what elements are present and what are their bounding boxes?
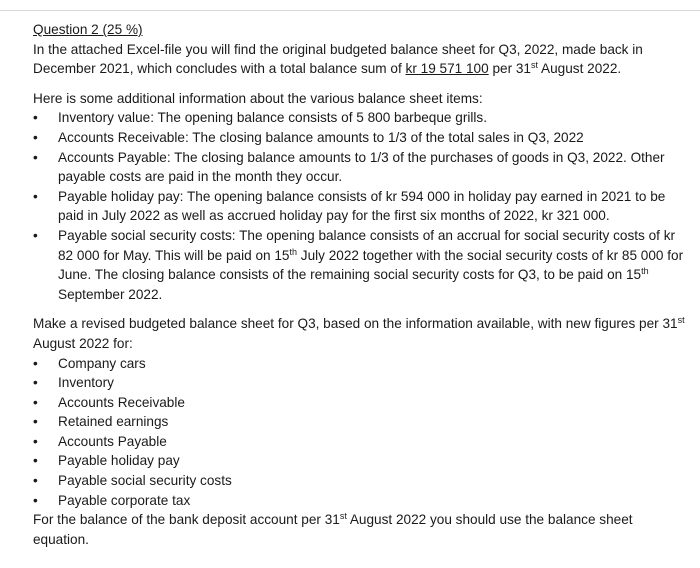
bullet-icon: •	[33, 433, 38, 449]
list-item: • Inventory	[33, 373, 685, 393]
list-item: • Company cars	[33, 354, 685, 374]
list-item: • Accounts Receivable	[33, 393, 685, 413]
info-heading: Here is some additional information about the various balance sheet items:	[33, 90, 483, 106]
bullet-icon: •	[33, 355, 38, 371]
bullet-icon: •	[33, 110, 38, 126]
list-item: • Payable corporate tax	[33, 491, 685, 511]
bullet-icon: •	[33, 473, 38, 489]
info-list	[33, 108, 685, 304]
task-list	[33, 354, 685, 511]
bullet-icon: •	[33, 453, 38, 469]
total-balance-amount: kr 19 571 100	[405, 61, 489, 77]
list-item: • Payable holiday pay	[33, 451, 685, 471]
closing-paragraph: For the balance of the bank deposit account per 31st August 2022 you should use the balance sheet equation.	[33, 511, 633, 547]
list-item: • Accounts Receivable: The closing balance amounts to 1/3 of the total sales in Q3, 2022	[33, 128, 685, 148]
list-item: • Accounts Payable	[33, 432, 685, 452]
list-item: • Inventory value: The opening balance consists of 5 800 barbeque grills.	[33, 108, 685, 128]
bullet-icon: •	[33, 414, 38, 430]
list-item: • Payable social security costs: The opening balance consists of an accrual for social security costs of kr 82 000 for May. This will be paid on 15th July 2022 together with the social security costs of kr 85 000 for June. The closing balance consists of the remaining social security costs for Q3, to be paid on 15th September 2022.	[33, 227, 684, 302]
intro-paragraph: In the attached Excel-file you will find the original budgeted balance sheet for Q3, 2022, made back in December 2021, which concludes with a total balance sum of kr 19 571 100 per 31st August 2022.	[33, 41, 643, 77]
question-document	[33, 20, 685, 549]
list-item: • Retained earnings	[33, 412, 685, 432]
bullet-icon: •	[33, 394, 38, 410]
bullet-icon: •	[33, 227, 38, 243]
list-item: • Accounts Payable: The closing balance amounts to 1/3 of the purchases of goods in Q3, 2022. Other payable costs are paid in the month they occur.	[33, 149, 665, 185]
top-divider	[0, 10, 700, 11]
list-item: • Payable holiday pay: The opening balance consists of kr 594 000 in holiday pay earned in 2021 to be paid in July 2022 as well as accrued holiday pay for the first six months of 2022, kr 321 000.	[33, 188, 666, 224]
bullet-icon: •	[33, 149, 38, 165]
list-item: • Payable social security costs	[33, 471, 685, 491]
task-paragraph: Make a revised budgeted balance sheet for Q3, based on the information available, with new figures per 31st August 2022 for:	[33, 315, 685, 351]
bullet-icon: •	[33, 492, 38, 508]
bullet-icon: •	[33, 188, 38, 204]
question-title: Question 2 (25 %)	[33, 22, 143, 37]
bullet-icon: •	[33, 375, 38, 391]
bullet-icon: •	[33, 129, 38, 145]
